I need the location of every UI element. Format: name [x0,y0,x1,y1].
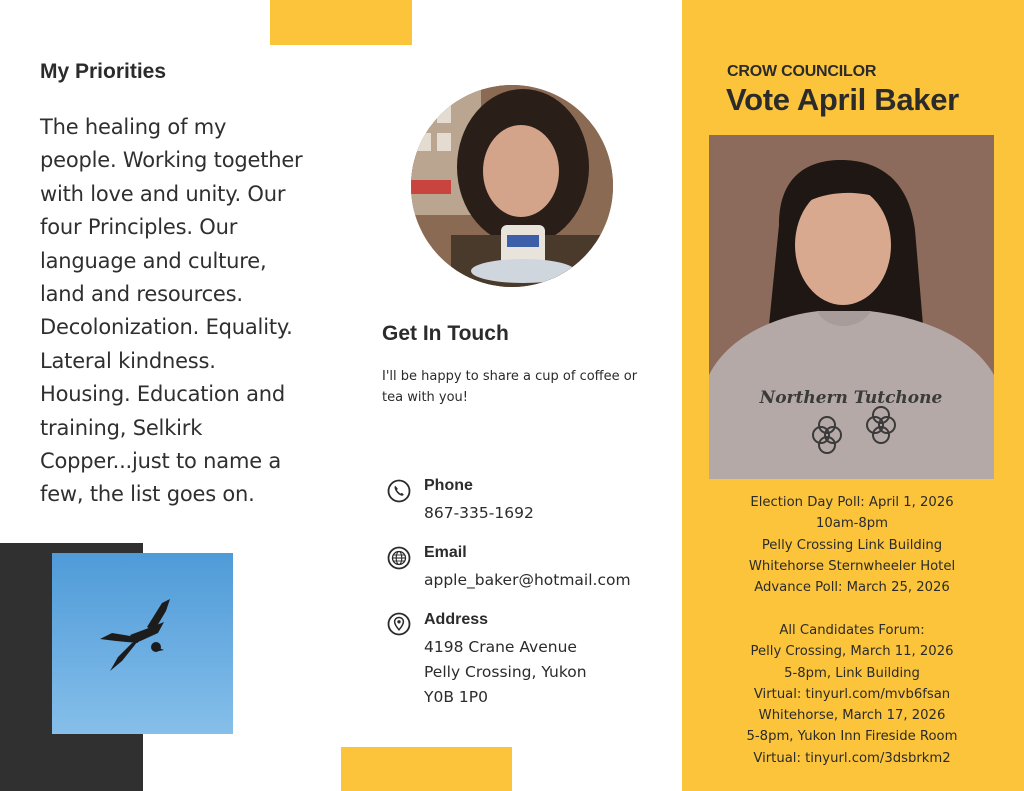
globe-icon [387,546,411,570]
priorities-text [40,111,312,512]
poll-line: Election Day Poll: April 1, 2026 [750,495,954,510]
vote-headline: Vote April Baker [726,82,959,117]
phone-icon [387,479,411,503]
priorities-line: Lateral kindness. [40,348,216,373]
priorities-line: training, Selkirk [40,415,203,440]
candidate-photo [709,135,994,479]
forum-link[interactable]: Virtual: tinyurl.com/mvb6fsan [753,686,951,702]
crow-councilor-kicker: CROW COUNCILOR [727,63,877,80]
get-in-touch-text [382,366,662,408]
priorities-line: language and culture, [40,248,267,273]
forum-line: Whitehorse, March 17, 2026 [758,708,946,724]
priorities-line: land and resources. [40,282,243,307]
yellow-accent-block-top [270,0,412,45]
intro-line: I'll be happy to share a cup of coffee or [382,369,638,384]
priorities-title: My Priorities [40,60,167,83]
priorities-line: four Principles. Our [40,215,238,240]
intro-line: tea with you! [382,390,469,405]
poll-line: Pelly Crossing Link Building [761,537,943,553]
candidate-portrait-illustration [709,135,994,479]
poll-line: Advance Poll: March 25, 2026 [754,580,950,596]
candidate-portrait-circle [411,85,613,287]
poll-info [694,492,1010,598]
crow-in-sky-photo [52,553,233,734]
forum-info [694,620,1010,769]
email-label: Email [424,544,467,561]
priorities-line: Copper...just to name a [40,449,282,474]
priorities-line: few, the list goes on. [40,482,255,507]
forum-link[interactable]: Virtual: tinyurl.com/3dsbrkm2 [753,750,951,766]
address-value [424,635,587,710]
sweatshirt-text: Northern Tutchone [759,388,943,408]
flying-crow-illustration [52,553,233,734]
address-label: Address [424,611,489,628]
address-line: 4198 Crane Avenue [424,638,577,656]
get-in-touch-title: Get In Touch [382,322,509,345]
address-line: Pelly Crossing, Yukon [424,663,587,681]
email-value[interactable]: apple_baker@hotmail.com [424,571,631,589]
location-pin-icon [387,612,411,636]
phone-label: Phone [424,477,473,494]
priorities-line: Decolonization. Equality. [40,315,293,340]
portrait-photo [411,85,613,287]
priorities-line: people. Working together [40,148,303,173]
forum-line: 5-8pm, Yukon Inn Fireside Room [746,729,958,745]
yellow-accent-block-bottom [341,747,512,791]
forum-line: Pelly Crossing, March 11, 2026 [750,644,954,660]
address-line: Y0B 1P0 [424,688,488,706]
poll-line: Whitehorse Sternwheeler Hotel [748,558,956,574]
forum-line: All Candidates Forum: [779,623,925,638]
priorities-line: Housing. Education and [40,382,286,407]
priorities-line: with love and unity. Our [40,181,286,206]
phone-value[interactable]: 867-335-1692 [424,504,534,522]
forum-line: 5-8pm, Link Building [784,665,920,681]
poll-line: 10am-8pm [815,516,889,532]
priorities-line: The healing of my [40,115,227,139]
